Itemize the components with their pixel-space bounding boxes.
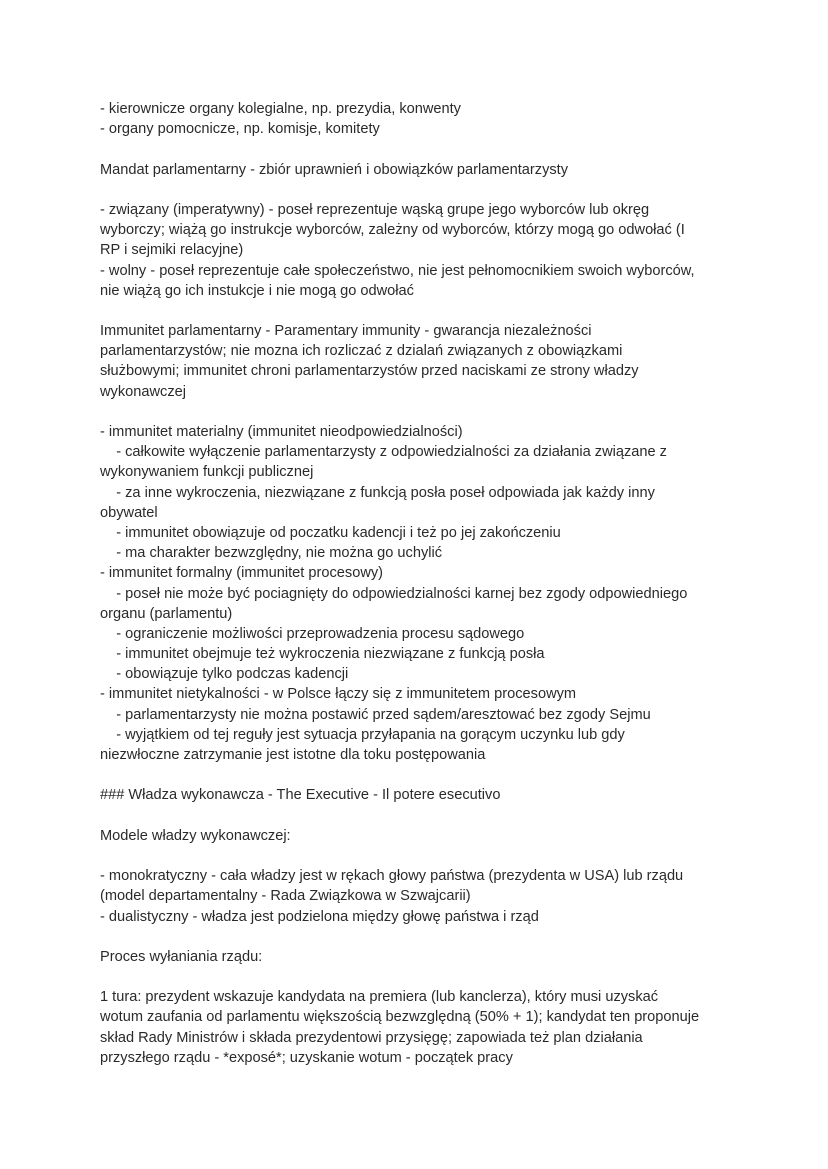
text-line: 1 tura: prezydent wskazuje kandydata na premiera (lub kanclerza), który musi uzyskać <box>100 989 659 1006</box>
blank-line <box>100 927 740 947</box>
text-line: - immunitet obejmuje też wykroczenia niezwiązane z funkcją posła <box>100 646 545 663</box>
text-line: - ograniczenie możliwości przeprowadzenia procesu sądowego <box>100 625 525 642</box>
text-line: - obowiązuje tylko podczas kadencji <box>100 666 349 683</box>
text-line: skład Rady Ministrów i składa prezydentowi przysięgę; zapowiada też plan działania <box>100 1029 643 1046</box>
blank-line <box>100 806 740 826</box>
text-line: parlamentarzystów; nie mozna ich rozliczać z dzialań związanych z obowiązkami <box>100 343 623 360</box>
text-line: - monokratyczny - cała władzy jest w rękach głowy państwa (prezydenta w USA) lub rządu <box>100 868 684 885</box>
text-line: niezwłoczne zatrzymanie jest istotne dla toku postępowania <box>100 747 486 763</box>
section-heading: ### Władza wykonawcza - The Executive - Il potere esecutivo <box>100 787 501 804</box>
text-line: - immunitet formalny (immunitet procesowy) <box>100 565 384 582</box>
text-line: - dualistyczny - władza jest podzielona między głowę państwa i rząd <box>100 908 539 925</box>
text-line: - poseł nie może być pociagnięty do odpowiedzialności karnej bez zgody odpowiedniego <box>100 585 688 602</box>
section-heading: Proces wyłaniania rządu: <box>100 948 263 965</box>
text-line: - wyjątkiem od tej reguły jest sytuacja przyłapania na gorącym uczynku lub gdy <box>100 726 625 743</box>
text-line: - za inne wykroczenia, niezwiązane z funkcją posła poseł odpowiada jak każdy inny <box>100 484 655 501</box>
text-line: - immunitet obowiązuje od poczatku kadencji i też po jej zakończeniu <box>100 524 561 541</box>
text-line: - całkowite wyłączenie parlamentarzysty z odpowiedzialności za działania związane z <box>100 444 667 461</box>
text-line: - organy pomocnicze, np. komisje, komitety <box>100 121 380 138</box>
section-heading: Immunitet parlamentarny - Paramentary immunity - gwarancja niezależności <box>100 323 592 340</box>
blank-line <box>100 967 740 987</box>
text-line: - ma charakter bezwzględny, nie można go uchylić <box>100 545 443 562</box>
text-line: nie wiążą go ich instukcje i nie mogą go odwołać <box>100 282 414 299</box>
text-line: - immunitet materialny (immunitet nieodpowiedzialności) <box>100 424 463 440</box>
blank-line <box>100 402 740 422</box>
text-line: wotum zaufania od parlamentu większością bezwzględną (50% + 1); kandydat ten proponuje <box>100 1009 700 1026</box>
text-line: - parlamentarzysty nie można postawić przed sądem/aresztować bez zgody Sejmu <box>100 706 651 723</box>
text-line: wykonawczej <box>100 383 186 400</box>
text-line: - immunitet nietykalności - w Polsce łączy się z immunitetem procesowym <box>100 686 577 703</box>
blank-line <box>100 301 740 321</box>
text-line: wyborczy; wiążą go instrukcje wyborców, zależny od wyborców, którzy mogą go odwołać (I <box>100 222 685 239</box>
text-line: RP i sejmiki relacyjne) <box>100 242 244 259</box>
text-line: wykonywaniem funkcji publicznej <box>100 464 314 481</box>
text-line: - wolny - poseł reprezentuje całe społeczeństwo, nie jest pełnomocnikiem swoich wyborców, <box>100 262 695 279</box>
text-line: organu (parlamentu) <box>100 605 233 622</box>
text-line: - kierownicze organy kolegialne, np. prezydia, konwenty <box>100 101 461 117</box>
text-line: służbowymi; immunitet chroni parlamentarzystów przed naciskami ze strony władzy <box>100 363 639 380</box>
section-heading: Mandat parlamentarny - zbiór uprawnień i obowiązków parlamentarzysty <box>100 161 569 178</box>
blank-line <box>100 180 740 200</box>
document-page <box>100 99 740 1068</box>
text-line: przyszłego rządu - *exposé*; uzyskanie wotum - początek pracy <box>100 1049 513 1066</box>
text-line: - związany (imperatywny) - poseł reprezentuje wąską grupe jego wyborców lub okręg <box>100 201 650 218</box>
text-line: obywatel <box>100 504 158 521</box>
blank-line <box>100 139 740 159</box>
blank-line <box>100 846 740 866</box>
section-heading: Modele władzy wykonawczej: <box>100 827 291 844</box>
blank-line <box>100 765 740 785</box>
text-line: (model departamentalny - Rada Związkowa w Szwajcarii) <box>100 888 471 905</box>
